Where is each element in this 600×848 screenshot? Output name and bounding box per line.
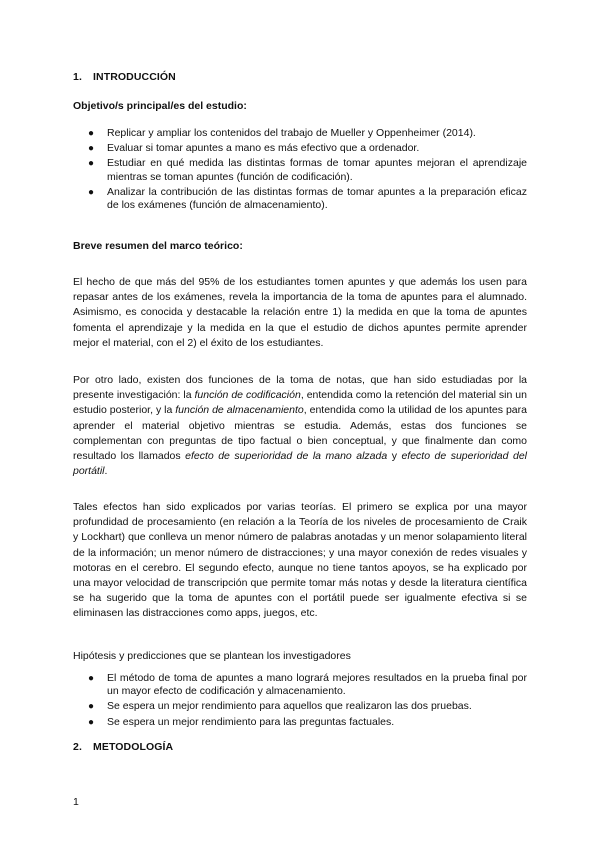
list-item: ● Evaluar si tomar apuntes a mano es más efectivo que a ordenador. [88, 142, 420, 155]
bullet-icon: ● [88, 186, 95, 198]
list-item: ● El método de toma de apuntes a mano logrará mejores resultados en la prueba final por un mayor efecto de codificación y almacenamiento. [88, 672, 527, 698]
bullet-icon: ● [88, 701, 95, 713]
list-item: ● Estudiar en qué medida las distintas formas de tomar apuntes mejoran el aprendizaje mientras se toman apuntes (función de codificación). [88, 157, 527, 183]
hypotheses-list [73, 672, 527, 731]
paragraph-functions: Por otro lado, existen dos funciones de la toma de notas, que han sido estudiadas por la presente investigación: la función de codificación, entendida como la retención del material sin un estudio posterior, y la función de almacenamiento, entendida como la utilidad de los apuntes para aprender el material objetivo mientras se estudia. Además, estas dos funciones se complementan con preguntas de tipo factual o bien conceptual, y que finalmente dan como resultado los llamados efecto de superioridad de la mano alzada y efecto de superioridad del portátil. [73, 374, 527, 478]
section-title: INTRODUCCIÓN [93, 71, 176, 83]
list-item: ● Se espera un mejor rendimiento para las preguntas factuales. [88, 715, 395, 728]
term-storage-function: función de almacenamiento [175, 404, 304, 417]
list-item: ● Analizar la contribución de las distintas formas de tomar apuntes a la preparación eficaz de los exámenes (función de almacenamiento). [88, 185, 527, 212]
paragraph-intro: El hecho de que más del 95% de los estudiantes tomen apuntes y que además los usen para repasar antes de los exámenes, revela la importancia de la toma de apuntes para el alumnado. Asimismo, es conocida y destacable la relación entre 1) la medida en que la toma de apuntes fomenta el aprendizaje y la medida en la que el estudio de dichos apuntes permite aprender mejor el material, con el 2) el éxito de los estudiantes. [73, 276, 527, 349]
bullet-icon: ● [88, 716, 95, 728]
hypotheses-heading: Hipótesis y predicciones que se plantean los investigadores [73, 650, 351, 662]
section-number: 2. [73, 741, 82, 753]
bullet-icon: ● [88, 673, 95, 684]
list-item: ● Replicar y ampliar los contenidos del trabajo de Mueller y Oppenheimer (2014). [88, 127, 476, 139]
section-heading-introduccion [73, 71, 176, 83]
term-encoding-function: función de codificación [194, 389, 301, 402]
objectives-list [73, 127, 527, 214]
section-title: METODOLOGÍA [93, 741, 174, 753]
summary-heading: Breve resumen del marco teórico: [73, 240, 243, 252]
bullet-icon: ● [88, 158, 95, 170]
bullet-icon: ● [88, 128, 95, 139]
term-laptop-effect: efecto de superioridad del portátil [73, 450, 527, 478]
bullet-icon: ● [88, 143, 95, 155]
section-heading-metodologia [73, 741, 173, 753]
objectives-heading: Objetivo/s principal/es del estudio: [73, 100, 247, 112]
page-number: 1 [73, 796, 79, 808]
paragraph-theories: Tales efectos han sido explicados por varias teorías. El primero se explica por una mayor profundidad de procesamiento (en relación a la Teoría de los niveles de procesamiento de Craik y Lockhart) que conlleva un menor número de palabras anotadas y un menor solapamiento literal de la información; un menor número de distracciones; y una mayor conexión de redes visuales y motoras en el cerebro. El segundo efecto, aunque no tiene tantos apoyos, se ha explicado por una mayor velocidad de transcripción que permite tomar más notas y desde la literatura científica se ha sugerido que la toma de apuntes con el portátil puede ser igualmente efectiva si se eliminasen las distracciones como apps, juegos, etc. [73, 501, 527, 620]
list-item: ● Se espera un mejor rendimiento para aquellos que realizaron las dos pruebas. [88, 700, 472, 713]
section-number: 1. [73, 71, 82, 83]
term-handwriting-effect: efecto de superioridad de la mano alzada [185, 450, 388, 463]
